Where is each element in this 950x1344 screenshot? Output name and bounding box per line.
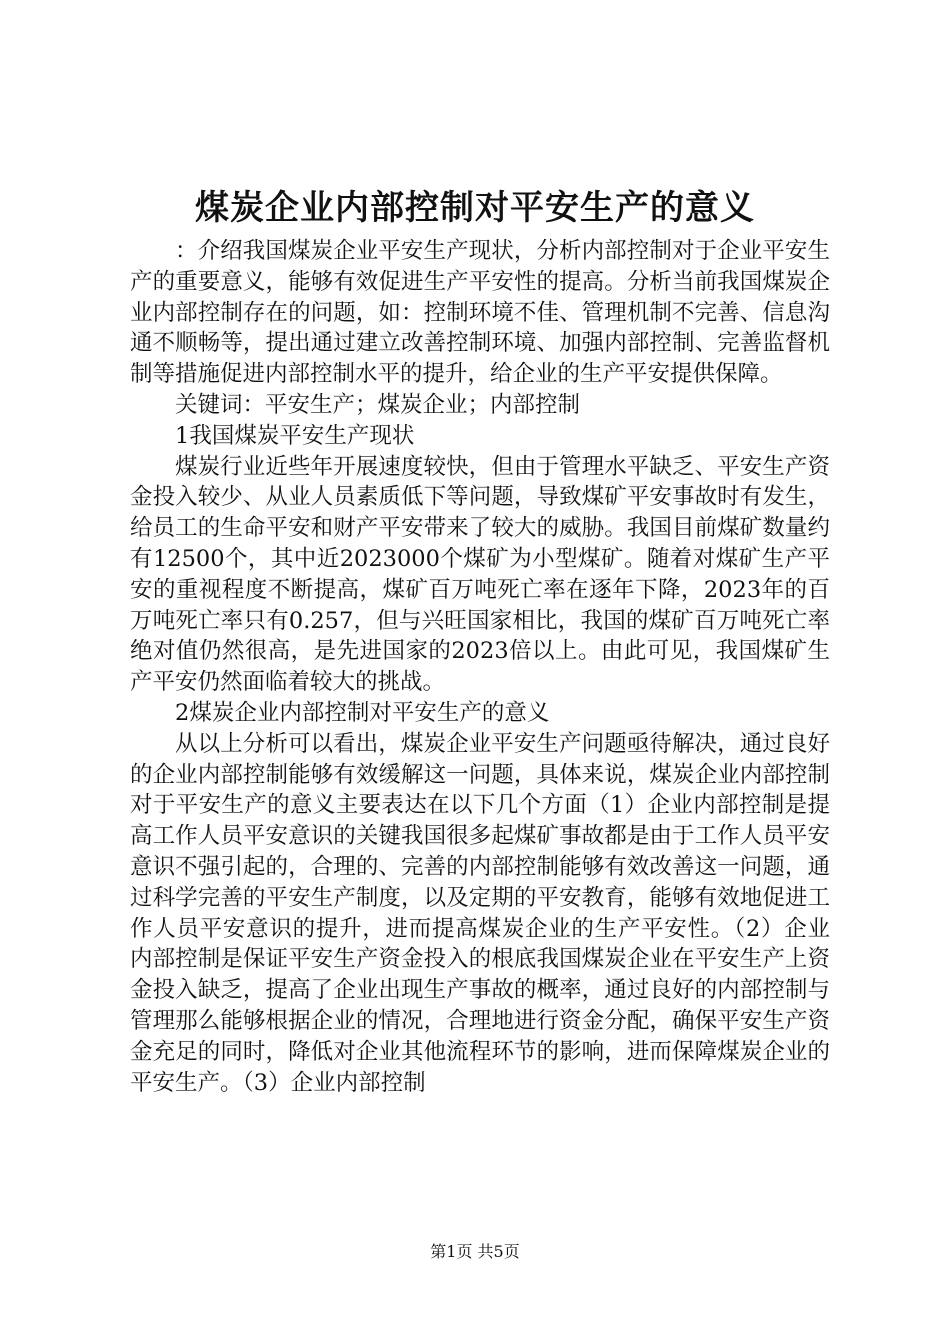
section-1-heading: 1我国煤炭平安生产现状 xyxy=(175,422,415,449)
document-title: 煤炭企业内部控制对平安生产的意义 xyxy=(195,188,755,228)
document-body xyxy=(130,236,830,1098)
page-footer xyxy=(0,1240,950,1264)
section-2-heading: 2煤炭企业内部控制对平安生产的意义 xyxy=(175,699,550,726)
page-indicator: 第1页 共5页 xyxy=(430,1242,520,1261)
keywords-line: 关键词：平安生产；煤炭企业；内部控制 xyxy=(175,391,581,418)
abstract-paragraph: ：介绍我国煤炭企业平安生产现状，分析内部控制对于企业平安生产的重要意义，能够有效促进生产平安性的提高。分析当前我国煤炭企业内部控制存在的问题，如：控制环境不佳、管理机制不完善、信息沟通不顺畅等，提出通过建立改善控制环境、加强内部控制、完善监督机制等措施促进内部控制水平的提升，给企业的生产平安提供保障。 xyxy=(130,238,830,388)
section-1-paragraph: 煤炭行业近些年开展速度较快，但由于管理水平缺乏、平安生产资金投入较少、从业人员素质低下等问题，导致煤矿平安事故时有发生，给员工的生命平安和财产平安带来了较大的威胁。我国目前煤矿数量约有12500个，其中近2023000个煤矿为小型煤矿。随着对煤矿生产平安的重视程度不断提高，煤矿百万吨死亡率在逐年下降，2023年的百万吨死亡率只有0.257，但与兴旺国家相比，我国的煤矿百万吨死亡率绝对值仍然很高，是先进国家的2023倍以上。由此可见，我国煤矿生产平安仍然面临着较大的挑战。 xyxy=(130,453,830,696)
section-2-paragraph: 从以上分析可以看出，煤炭企业平安生产问题亟待解决，通过良好的企业内部控制能够有效缓解这一问题，具体来说，煤炭企业内部控制对于平安生产的意义主要表达在以下几个方面（1）企业内部控制是提高工作人员平安意识的关键我国很多起煤矿事故都是由于工作人员平安意识不强引起的，合理的、完善的内部控制能够有效改善这一问题，通过科学完善的平安生产制度，以及定期的平安教育，能够有效地促进工作人员平安意识的提升，进而提高煤炭企业的生产平安性。（2）企业内部控制是保证平安生产资金投入的根底我国煤炭企业在平安生产上资金投入缺乏，提高了企业出现生产事故的概率，通过良好的内部控制与管理那么能够根据企业的情况，合理地进行资金分配，确保平安生产资金充足的同时，降低对企业其他流程环节的影响，进而保障煤炭企业的平安生产。（3）企业内部控制 xyxy=(130,730,830,1096)
